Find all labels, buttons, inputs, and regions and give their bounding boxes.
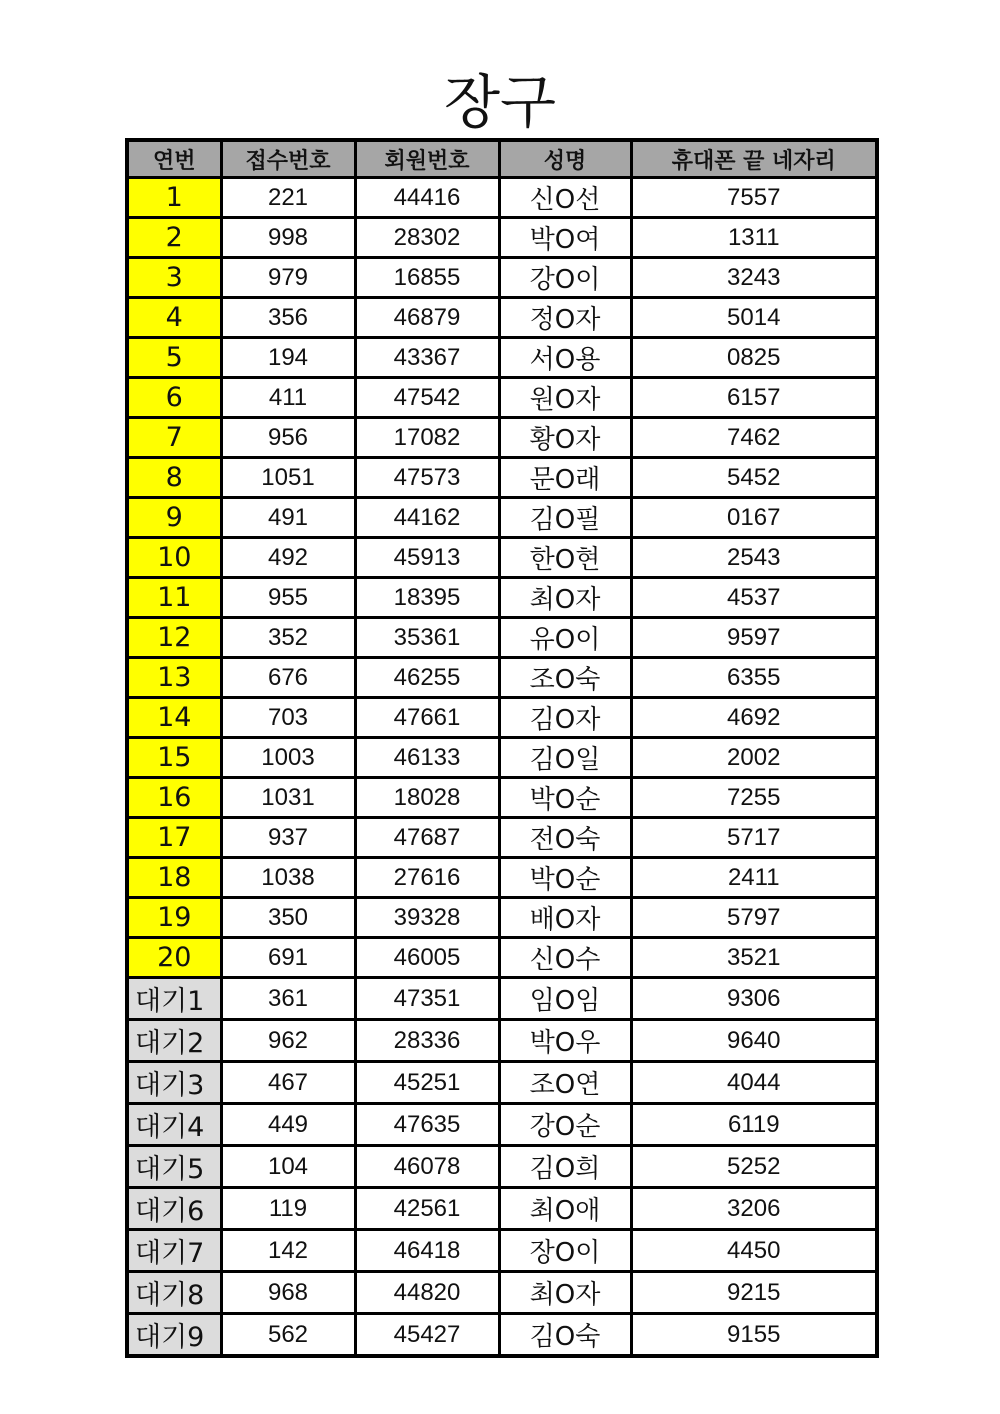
cell-name: 한O현 xyxy=(499,538,631,578)
cell-seq: 4 xyxy=(127,298,221,338)
cell-phone-last4: 6119 xyxy=(631,1104,877,1146)
cell-name: 장O이 xyxy=(499,1230,631,1272)
table-row xyxy=(127,618,877,658)
cell-phone-last4: 5717 xyxy=(631,818,877,858)
cell-name: 배O자 xyxy=(499,898,631,938)
cell-phone-last4: 5797 xyxy=(631,898,877,938)
header-phone-last4: 휴대폰 끝 네자리 xyxy=(631,140,877,178)
waitlist-row xyxy=(127,978,877,1020)
cell-phone-last4: 0167 xyxy=(631,498,877,538)
cell-receipt-number: 562 xyxy=(221,1314,355,1357)
cell-receipt-number: 194 xyxy=(221,338,355,378)
cell-phone-last4: 5452 xyxy=(631,458,877,498)
roster-body xyxy=(127,178,877,1357)
cell-receipt-number: 1031 xyxy=(221,778,355,818)
cell-member-number: 47687 xyxy=(355,818,499,858)
cell-member-number: 17082 xyxy=(355,418,499,458)
cell-phone-last4: 7557 xyxy=(631,178,877,218)
cell-name: 강O이 xyxy=(499,258,631,298)
cell-seq: 1 xyxy=(127,178,221,218)
cell-receipt-number: 955 xyxy=(221,578,355,618)
cell-seq: 15 xyxy=(127,738,221,778)
cell-receipt-number: 491 xyxy=(221,498,355,538)
page-title: 장구 xyxy=(443,68,557,136)
cell-seq: 8 xyxy=(127,458,221,498)
cell-phone-last4: 2002 xyxy=(631,738,877,778)
cell-phone-last4: 4537 xyxy=(631,578,877,618)
cell-receipt-number: 356 xyxy=(221,298,355,338)
cell-seq: 7 xyxy=(127,418,221,458)
cell-phone-last4: 9215 xyxy=(631,1272,877,1314)
cell-member-number: 46133 xyxy=(355,738,499,778)
cell-seq: 20 xyxy=(127,938,221,978)
cell-seq: 대기7 xyxy=(127,1230,221,1272)
cell-name: 조O연 xyxy=(499,1062,631,1104)
table-row xyxy=(127,338,877,378)
cell-phone-last4: 4692 xyxy=(631,698,877,738)
cell-member-number: 28336 xyxy=(355,1020,499,1062)
cell-member-number: 47635 xyxy=(355,1104,499,1146)
cell-receipt-number: 449 xyxy=(221,1104,355,1146)
cell-receipt-number: 691 xyxy=(221,938,355,978)
table-row xyxy=(127,298,877,338)
cell-name: 강O순 xyxy=(499,1104,631,1146)
cell-member-number: 35361 xyxy=(355,618,499,658)
cell-phone-last4: 9640 xyxy=(631,1020,877,1062)
cell-phone-last4: 3206 xyxy=(631,1188,877,1230)
header-name: 성명 xyxy=(499,140,631,178)
cell-receipt-number: 492 xyxy=(221,538,355,578)
cell-name: 김O자 xyxy=(499,698,631,738)
cell-seq: 5 xyxy=(127,338,221,378)
cell-name: 임O임 xyxy=(499,978,631,1020)
cell-seq: 대기1 xyxy=(127,978,221,1020)
cell-member-number: 44162 xyxy=(355,498,499,538)
cell-receipt-number: 1003 xyxy=(221,738,355,778)
cell-seq: 19 xyxy=(127,898,221,938)
waitlist-row xyxy=(127,1146,877,1188)
cell-receipt-number: 142 xyxy=(221,1230,355,1272)
cell-name: 최O애 xyxy=(499,1188,631,1230)
cell-phone-last4: 6355 xyxy=(631,658,877,698)
cell-receipt-number: 676 xyxy=(221,658,355,698)
cell-seq: 11 xyxy=(127,578,221,618)
table-row xyxy=(127,858,877,898)
cell-member-number: 46879 xyxy=(355,298,499,338)
cell-member-number: 47542 xyxy=(355,378,499,418)
cell-seq: 2 xyxy=(127,218,221,258)
cell-name: 박O순 xyxy=(499,778,631,818)
waitlist-row xyxy=(127,1230,877,1272)
cell-seq: 18 xyxy=(127,858,221,898)
cell-name: 박O순 xyxy=(499,858,631,898)
cell-member-number: 27616 xyxy=(355,858,499,898)
cell-seq: 14 xyxy=(127,698,221,738)
cell-seq: 17 xyxy=(127,818,221,858)
cell-member-number: 42561 xyxy=(355,1188,499,1230)
cell-receipt-number: 968 xyxy=(221,1272,355,1314)
cell-member-number: 46255 xyxy=(355,658,499,698)
table-row xyxy=(127,178,877,218)
cell-name: 김O숙 xyxy=(499,1314,631,1357)
table-row xyxy=(127,458,877,498)
cell-member-number: 44416 xyxy=(355,178,499,218)
cell-member-number: 46418 xyxy=(355,1230,499,1272)
cell-phone-last4: 0825 xyxy=(631,338,877,378)
header-receipt-number: 접수번호 xyxy=(221,140,355,178)
cell-receipt-number: 703 xyxy=(221,698,355,738)
cell-receipt-number: 1051 xyxy=(221,458,355,498)
cell-receipt-number: 937 xyxy=(221,818,355,858)
cell-receipt-number: 411 xyxy=(221,378,355,418)
cell-phone-last4: 1311 xyxy=(631,218,877,258)
table-row xyxy=(127,258,877,298)
cell-phone-last4: 9155 xyxy=(631,1314,877,1357)
cell-name: 황O자 xyxy=(499,418,631,458)
cell-seq: 대기4 xyxy=(127,1104,221,1146)
table-row xyxy=(127,578,877,618)
cell-name: 최O자 xyxy=(499,578,631,618)
cell-member-number: 46005 xyxy=(355,938,499,978)
waitlist-row xyxy=(127,1104,877,1146)
cell-member-number: 39328 xyxy=(355,898,499,938)
table-row xyxy=(127,898,877,938)
cell-member-number: 18395 xyxy=(355,578,499,618)
cell-seq: 대기2 xyxy=(127,1020,221,1062)
cell-name: 조O숙 xyxy=(499,658,631,698)
cell-seq: 13 xyxy=(127,658,221,698)
waitlist-row xyxy=(127,1272,877,1314)
cell-phone-last4: 4044 xyxy=(631,1062,877,1104)
table-row xyxy=(127,418,877,458)
table-row xyxy=(127,938,877,978)
cell-member-number: 18028 xyxy=(355,778,499,818)
table-row xyxy=(127,698,877,738)
table-row xyxy=(127,218,877,258)
header-seq: 연번 xyxy=(127,140,221,178)
cell-phone-last4: 2543 xyxy=(631,538,877,578)
waitlist-row xyxy=(127,1314,877,1357)
cell-seq: 9 xyxy=(127,498,221,538)
cell-phone-last4: 3521 xyxy=(631,938,877,978)
cell-name: 정O자 xyxy=(499,298,631,338)
cell-name: 박O여 xyxy=(499,218,631,258)
cell-name: 서O용 xyxy=(499,338,631,378)
cell-member-number: 47661 xyxy=(355,698,499,738)
header-member-number: 회원번호 xyxy=(355,140,499,178)
cell-receipt-number: 221 xyxy=(221,178,355,218)
cell-seq: 대기8 xyxy=(127,1272,221,1314)
cell-seq: 10 xyxy=(127,538,221,578)
cell-phone-last4: 3243 xyxy=(631,258,877,298)
cell-name: 원O자 xyxy=(499,378,631,418)
cell-receipt-number: 962 xyxy=(221,1020,355,1062)
cell-member-number: 45427 xyxy=(355,1314,499,1357)
cell-phone-last4: 5252 xyxy=(631,1146,877,1188)
cell-phone-last4: 9306 xyxy=(631,978,877,1020)
cell-receipt-number: 104 xyxy=(221,1146,355,1188)
cell-name: 신O선 xyxy=(499,178,631,218)
cell-name: 김O희 xyxy=(499,1146,631,1188)
cell-member-number: 16855 xyxy=(355,258,499,298)
cell-member-number: 47573 xyxy=(355,458,499,498)
cell-seq: 대기3 xyxy=(127,1062,221,1104)
cell-seq: 12 xyxy=(127,618,221,658)
cell-phone-last4: 4450 xyxy=(631,1230,877,1272)
cell-seq: 6 xyxy=(127,378,221,418)
table-row xyxy=(127,498,877,538)
table-row xyxy=(127,378,877,418)
cell-seq: 3 xyxy=(127,258,221,298)
cell-receipt-number: 350 xyxy=(221,898,355,938)
cell-member-number: 45913 xyxy=(355,538,499,578)
cell-member-number: 45251 xyxy=(355,1062,499,1104)
cell-member-number: 46078 xyxy=(355,1146,499,1188)
cell-name: 박O우 xyxy=(499,1020,631,1062)
waitlist-row xyxy=(127,1062,877,1104)
table-row xyxy=(127,778,877,818)
cell-receipt-number: 956 xyxy=(221,418,355,458)
cell-name: 신O수 xyxy=(499,938,631,978)
cell-receipt-number: 998 xyxy=(221,218,355,258)
table-row xyxy=(127,818,877,858)
cell-name: 문O래 xyxy=(499,458,631,498)
cell-phone-last4: 2411 xyxy=(631,858,877,898)
cell-phone-last4: 5014 xyxy=(631,298,877,338)
header-row xyxy=(127,140,877,178)
cell-receipt-number: 1038 xyxy=(221,858,355,898)
cell-member-number: 28302 xyxy=(355,218,499,258)
cell-phone-last4: 9597 xyxy=(631,618,877,658)
cell-name: 김O필 xyxy=(499,498,631,538)
cell-seq: 대기9 xyxy=(127,1314,221,1357)
cell-phone-last4: 6157 xyxy=(631,378,877,418)
cell-phone-last4: 7255 xyxy=(631,778,877,818)
table-row xyxy=(127,738,877,778)
cell-member-number: 43367 xyxy=(355,338,499,378)
cell-phone-last4: 7462 xyxy=(631,418,877,458)
cell-seq: 대기6 xyxy=(127,1188,221,1230)
cell-name: 최O자 xyxy=(499,1272,631,1314)
cell-name: 김O일 xyxy=(499,738,631,778)
cell-name: 전O숙 xyxy=(499,818,631,858)
roster-table xyxy=(125,138,879,1358)
table-row xyxy=(127,538,877,578)
cell-receipt-number: 979 xyxy=(221,258,355,298)
cell-receipt-number: 352 xyxy=(221,618,355,658)
waitlist-row xyxy=(127,1020,877,1062)
cell-receipt-number: 119 xyxy=(221,1188,355,1230)
cell-receipt-number: 467 xyxy=(221,1062,355,1104)
waitlist-row xyxy=(127,1188,877,1230)
cell-seq: 16 xyxy=(127,778,221,818)
cell-member-number: 44820 xyxy=(355,1272,499,1314)
cell-member-number: 47351 xyxy=(355,978,499,1020)
cell-name: 유O이 xyxy=(499,618,631,658)
cell-receipt-number: 361 xyxy=(221,978,355,1020)
table-row xyxy=(127,658,877,698)
cell-seq: 대기5 xyxy=(127,1146,221,1188)
